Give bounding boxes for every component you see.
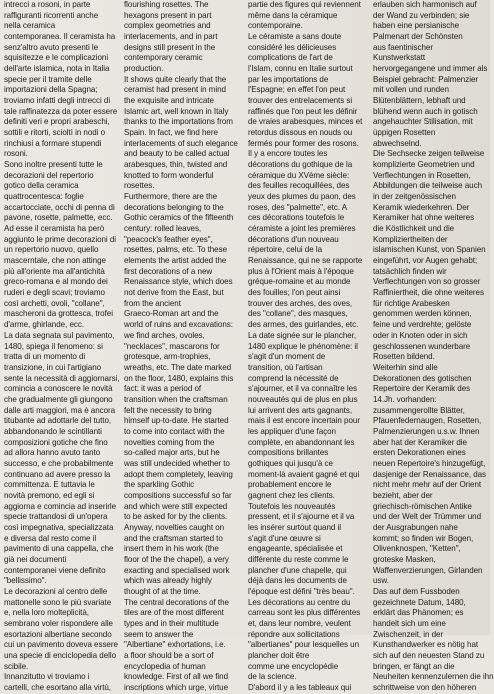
text-line: erklärt das Phänomen; es [373,608,464,618]
text-line: nella ceramica [4,21,56,31]
text-line: plancher doit être [248,650,310,660]
text-line: nouveautés qui de plus en plus [248,394,358,404]
text-line: "necklaces", mascarons for [124,341,220,351]
text-line: Il y a encore toutes les [248,149,328,159]
text-line: angehauchter Stilisation, mit [373,117,473,127]
text-line: gréque-romaine et au monde [248,277,351,287]
text-line: Die Sechsecke zeigen teilweise [373,149,485,159]
text-column-french [248,0,369,692]
text-line: mais il est encore incertain pour [248,416,360,426]
text-line: pavimento di una cappella, che [4,544,114,554]
text-line: Zwischenzeit, in der [373,629,444,639]
text-line: l'Islam, connu en Italie surtout [248,64,353,74]
text-line: composizioni gotiche che fino [4,437,108,447]
text-line: Verflechtungen von so grosser [373,277,481,287]
text-line: una specie di enciclopedia dello [4,650,117,660]
text-line: cartelli, che esortano alla virtù, [4,683,111,692]
text-line: interlacements of such elegance [124,138,238,148]
text-line: et, dans leur nombre, veulent [248,618,351,628]
text-line: "peacock's feather eyes", [124,234,213,244]
text-line: types and in their multitude [124,618,219,628]
text-line: continuano ad avere presso la [4,469,111,479]
text-line: La data segnata sul pavimento, [4,330,115,340]
text-line: Toutefois les nouveautés [248,501,336,511]
text-line: e, nella loro molteplicità, [4,608,89,618]
text-line: des armes, des guirlandes, etc. [248,320,359,330]
text-line: lui arrivent des arts gagnants, [248,405,353,415]
text-line: raffinés que l'on peut les définir [248,106,358,116]
text-line: troviamo infatti degli intrecci di [4,96,111,106]
text-line: Weiterhin sind alle [373,362,438,372]
text-line: dell'arte islamica, nota in Italia [4,64,110,74]
text-line: aber hat der Keramiker die [373,437,467,447]
text-line: comincia a conoscere le novità [4,384,113,394]
text-line: in der zeitgenössischen [373,192,456,202]
text-line: definiti veri e propri arabeschi, [4,117,110,127]
text-column-italian [4,0,120,692]
text-line: par les importations de [248,74,329,84]
text-line: bezieht, aber der [373,490,433,500]
text-line: Le decorazioni al centro delle [4,586,108,596]
text-line: floor of the the chapel), a very [124,554,229,564]
text-line: hervorgegangene und immer als [373,64,488,74]
text-line: gotico della ceramica [4,181,79,191]
text-line: già nei documenti [4,554,67,564]
text-line: flourishing rosettes. The [124,0,209,9]
text-line: così archetti, ovoli, "collane", [4,298,105,308]
text-line: s'agit d'une œuvre si [248,533,321,543]
text-line: comprend la nécessité de [248,373,339,383]
text-line: partie des figures qui reviennent [248,0,361,9]
text-line: üppigen Rosetten [373,128,436,138]
text-line: Sono inoltre presenti tutte le [4,160,103,170]
text-line: and which were still expected [124,501,228,511]
text-line: arabesques, thin, twisted and [124,160,228,170]
text-line: rosettes. [124,181,155,191]
text-line: yeux des plumes du paon, des [248,192,356,202]
text-line: così impegnativa, specializzata [4,522,114,532]
text-line: knotted to form wonderful [124,170,214,180]
text-line: "albertianes" pour lesquelles un [248,640,360,650]
text-line: bringen, er fängt an die [373,661,455,671]
text-line: déjà dans les documents de [248,576,347,586]
text-line: die Köstlichkeit und die [373,224,455,234]
text-line: abbandonando le scintillanti [4,426,102,436]
text-line: Graeco-Roman art and the [124,309,219,319]
text-line: committenza. E tuttavia le [4,480,95,490]
text-line: production. [124,64,164,74]
text-line: contemporanea. Il ceramista ha [4,32,116,42]
text-line: probablement encore le [248,480,332,490]
text-line: encyclopedia of human [124,661,206,671]
text-line: roses, des "palmette", etc. A [248,202,348,212]
text-line: on the floor, 1480, explains this [124,373,234,383]
text-line: seem to answer the [124,629,194,639]
text-line: feine und verdrehte; gelöste [373,320,472,330]
text-line: tratta di un momento di [4,352,86,362]
text-line: ruderi e degli scavi; troviamo [4,288,105,298]
text-line: sembrano voler rispondere alle [4,618,113,628]
text-line: accartocciate, occhi di penna di [4,202,115,212]
text-line: pavone, rosette, palmette, ecc. [4,213,113,223]
text-line: neuen Repertoire's hinzugefügt, [373,458,486,468]
text-line: felt the necessity to bring [124,405,212,415]
text-line: transition when the craftsman [124,394,228,404]
text-line: Neuheiten kennenzulernen die ihn [373,672,494,682]
text-line: Repertoire der Keramik des [373,384,471,394]
text-line: oder in Knoten oder in sich [373,330,468,340]
text-line: Palmenart der Schönsten [373,32,463,42]
text-line: to come into contact with the [124,426,225,436]
text-line: Ad esse il ceramista ha però [4,224,105,234]
text-line: trouver des arches, des oves, [248,298,353,308]
text-line: It shows quite clearly that the [124,74,227,84]
text-line: elements the artist added the [124,256,227,266]
text-line: aus faentinischer [373,42,433,52]
text-line: the sparkling Gothic [124,480,195,490]
text-line: scibile. [4,661,29,671]
text-line: gothiques qui jusqu'à ce [248,458,333,468]
text-line: considéré les délicieuses [248,42,337,52]
text-line: de la science. [248,672,297,682]
text-line: ersten Dekorationen eines [373,448,466,458]
text-line: Kunstwerkstatt [373,53,426,63]
text-line: 14.Jh. vorhanden: [373,394,437,404]
text-line: handelt sich um eine [373,618,446,628]
text-line: der Wand zu verbinden; sie [373,10,470,20]
text-line: fact: it was a period of [124,384,202,394]
text-line: des fouilles; l'on peut ainsi [248,288,341,298]
text-line: und der Welt der Trümmer und [373,512,482,522]
text-line: so-called major arts, but he [124,448,220,458]
text-line: was still undecided whether to [124,458,230,468]
text-line: haben eine persianische [373,21,460,31]
text-line: Keramik wiederkehren. Der [373,202,470,212]
text-line: les insérer surtout quand il [248,522,341,532]
text-line: not derive from the East, but [124,288,224,298]
text-line: Kunsthandwerker es nötig hat [373,640,479,650]
text-line: novità premono, ed egli si [4,490,95,500]
text-line: der Ausgrabungen nahe [373,522,458,532]
text-line: cui un pavimento doveva essere [4,640,118,650]
text-line: Dekorationen des gotischen [373,373,472,383]
text-line: insert them in his work (the [124,544,219,554]
text-line: The central decorations of the [124,597,229,607]
text-line: griechisch-römischen Antike [373,501,472,511]
text-line: Das auf dem Fussboden [373,586,460,596]
text-line: dalle arti maggiori, ma è ancora [4,405,116,415]
text-line: e diversa dal resto come il [4,533,97,543]
text-line: Islamic art, well known in Italy [124,106,229,116]
text-line: tatsächlich finden wir [373,266,447,276]
text-line: erlauben sich harmonisch auf [373,0,477,9]
text-line: thanks to the importations from [124,117,233,127]
text-line: raffiguranti ricorrenti anche [4,10,99,20]
text-line: che gradualmente gli giungono [4,394,113,404]
text-line: complète, en abandonnant les [248,437,355,447]
text-line: mascerntale, che non attinge [4,256,106,266]
text-line: genommen werden können, [373,309,472,319]
text-line: compositions brillantes [248,448,329,458]
text-line: contemporanei viene definito [4,565,106,575]
text-line: gezeichnete Datum, 1480, [373,597,466,607]
text-line: we find arches, ovoles, [124,330,205,340]
text-line: kommt; so finden wir Bogen, [373,533,474,543]
text-line: comme une encyclopédie [248,661,339,671]
text-line: répertoire, celui de la [248,245,322,255]
text-line: Olivenknospen, "Ketten", [373,544,461,554]
text-line: "bellissimo". [4,576,47,586]
text-line: céramique du XVème siècle: [248,170,350,180]
text-line: ad allora hanno avuto tanto [4,448,101,458]
text-line: usw. [373,576,389,586]
text-line: mattonelle sono le più svariate [4,597,112,607]
text-line: Abbildungen die teilweise auch [373,181,482,191]
text-line: Le céramiste a sans doute [248,32,342,42]
text-line: aggiorna e comincia ad inserirle [4,501,117,511]
text-line: céramiste a joint les premières [248,224,356,234]
text-line: intrecci a rosoni, in parte [4,0,91,9]
text-line: Anyway, novelties caught on [124,522,225,532]
text-line: Gothic ceramics of the fifteenth [124,213,234,223]
text-line: Kompliziertheiten der [373,234,448,244]
text-line: ces décorations toutefois le [248,213,345,223]
text-line: complex geometries and [124,21,211,31]
text-line: répondre aux sollicitations [248,629,340,639]
text-line: pressent, et il s'ajourne et il va [248,512,355,522]
text-line: décorations d'un nouveau [248,234,339,244]
text-line: carreau sont les plus différentes [248,608,361,618]
text-line: decorazioni del repertorio [4,170,94,180]
text-line: aggiunto le prime decorazioni di [4,234,117,244]
text-line: Verflechtungen in Rosetten, [373,170,471,180]
text-line: ceramist had present in mind [124,85,226,95]
text-line: himself up-to-date. He started [124,416,229,426]
text-line: Rosetten bildend. [373,352,435,362]
text-line: différente du reste comme le [248,554,349,564]
text-line: from the ancient [124,298,181,308]
text-line: and the craftsman started to [124,533,223,543]
text-line: des feuilles recoquillées, des [248,181,350,191]
text-line: dasjenige der Renaissance, das [373,469,487,479]
text-line: interlacements, and in part [124,32,218,42]
text-line: geschlossenen wunderbare [373,341,471,351]
text-line: zusammengerollte Blätter, [373,405,465,415]
text-line: adopt them completely, leaving [124,469,233,479]
text-line: transition, où l'artisan [248,362,323,372]
text-line: a floor should be a sort of [124,650,214,660]
text-line: Palmenzierungen u.s.w. Ihnen [373,426,480,436]
text-line: which was already highly [124,576,212,586]
text-line: Blütenblättern, lebhaft und [373,96,466,106]
text-line: fermés pour former des rosons. [248,138,359,148]
text-line: squisitezze e le complicazioni [4,53,109,63]
text-line: thought of at the time. [124,586,201,596]
text-line: nicht mehr mehr auf der Orient [373,480,482,490]
text-line: successo, e che probabilmente [4,458,114,468]
text-line: designs still present in the [124,42,216,52]
text-line: moment-là avaient gagné et qui [248,469,360,479]
text-line: les appliquer d'une façon [248,426,336,436]
text-line: decorations belonging to the [124,202,224,212]
text-line: Beispiel gebracht: Palmenzier [373,74,479,84]
text-line: sente la necessità di aggiornarsi, [4,373,120,383]
text-line: contemporaine. [248,21,303,31]
text-line: plancher d'une chapelle, qui [248,565,347,575]
text-line: novelties coming from the [124,437,215,447]
text-line: tale raffinatezza da poter essere [4,106,118,116]
text-line: tiles are of the most different [124,608,224,618]
text-line: contemporary ceramic [124,53,203,63]
text-line: più all'oriente ma all'antichità [4,266,105,276]
text-line: D'abord il y a les tableaux qui [248,683,352,692]
text-line: compositions successful so far [124,490,232,500]
text-line: complications de l'art de [248,53,333,63]
text-line: 1480 explique le phénomène: il [248,341,358,351]
text-line: 1480, spiega il fenomeno: si [4,341,103,351]
text-line: greco-romana e al mondo dei [4,277,108,287]
text-line: des "collane", des masques, [248,309,348,319]
text-line: Renaissance, qui ne se rapporte [248,256,363,266]
text-line: world of ruins and excavations: [124,320,233,330]
text-line: rosoni. [4,149,28,159]
text-line: Renaissance style, which does [124,277,233,287]
text-line: specie per il tramite delle [4,74,92,84]
text-line: the exquisite and intricate [124,96,214,106]
text-line: hexagons present in part [124,10,212,20]
text-column-german [373,0,494,692]
text-line: groteske Masken, [373,554,436,564]
text-line: wreaths, etc. The date marked [124,362,232,372]
text-line: sottili e ritorti, scioltì in nodi o [4,128,106,138]
text-line: islamischen Kunst, von Spanien [373,245,486,255]
text-line: trouver des entrelacements si [248,96,353,106]
text-line: gagnent chez les clients. [248,490,335,500]
text-line: l'époque est défini "très beau". [248,586,355,596]
text-line: knowledge. First of all we find [124,672,229,682]
text-line: d'arme, ghirlande, ecc. [4,320,85,330]
text-line: s'agit d'un moment de [248,352,326,362]
text-line: Raffiniertheit, die ohne weiteres [373,288,484,298]
text-line: décorations du gothique de la [248,160,353,170]
text-line: quattrocentesca: foglie [4,192,84,202]
text-line: s'ajourner, et il va connaître les [248,384,357,394]
text-line: l'Espagne; en effet l'on peut [248,85,346,95]
text-line: esortazioni albertiane secondo [4,629,112,639]
text-line: Furthermore, there are the [124,192,218,202]
text-line: abwechselnd. [373,138,422,148]
text-line: mit vollen und runden [373,85,449,95]
text-line: senz'altro avuto presenti le [4,42,99,52]
text-line: Pfauenfedernaugen, Rosetten, [373,416,482,426]
text-line: Innanzitutto vi troviamo i [4,672,90,682]
text-line: Les décorations au centre du [248,597,351,607]
text-line: eingeführt, vor Augen gehabt; [373,256,478,266]
text-line: to be asked for by the clients. [124,512,228,522]
text-line: engageante, spécialisée et [248,544,343,554]
text-line: La date signée sur le plancher, [248,330,357,340]
text-line: rinchiusi a formare stupendi [4,138,102,148]
text-line: Keramiker hat ohne weiteres [373,213,475,223]
text-line: un repertorio nuovo, quello [4,245,99,255]
text-line: and beauty to be called actual [124,149,230,159]
text-line: first decorations of a new [124,266,213,276]
text-line: même dans la céramique [248,10,338,20]
text-line: für richtige Arabesken [373,298,450,308]
text-line: importazioni della Spagna; [4,85,98,95]
text-line: blühend wenn auch in gotisch [373,106,478,116]
text-line: titubante ad adottarle del tutto, [4,416,112,426]
text-line: transizione, in cui l'artigiano [4,362,102,372]
text-line: mascheroni da grottesca, trofei [4,309,113,319]
text-line: retordus dissous en nouds ou [248,128,353,138]
text-line: plus à l'Orient mais à l'époque [248,266,354,276]
text-line: grotesque, arm-trophies, [124,352,211,362]
text-line: schrittweise von den höheren [373,683,477,692]
text-line: exacting and specialised work [124,565,230,575]
text-line: Waffenverzierungen, Girlanden [373,565,483,575]
text-line: "Albertiane" exhortations, i.e. [124,640,226,650]
text-line: komplizierte Geometrien und [373,160,475,170]
text-line: inscriptions which urge, virtue [124,683,228,692]
text-line: century: rolled leaves, [124,224,202,234]
text-column-english [124,0,243,692]
text-line: Spain. In fact, we find here [124,128,218,138]
text-line: sich auf den neuesten Stand zu [373,650,485,660]
text-line: specie trattandosi di un'opera [4,512,108,522]
text-line: rosettes, palms, etc. To these [124,245,228,255]
text-line: de vraies arabesques, minces et [248,117,363,127]
